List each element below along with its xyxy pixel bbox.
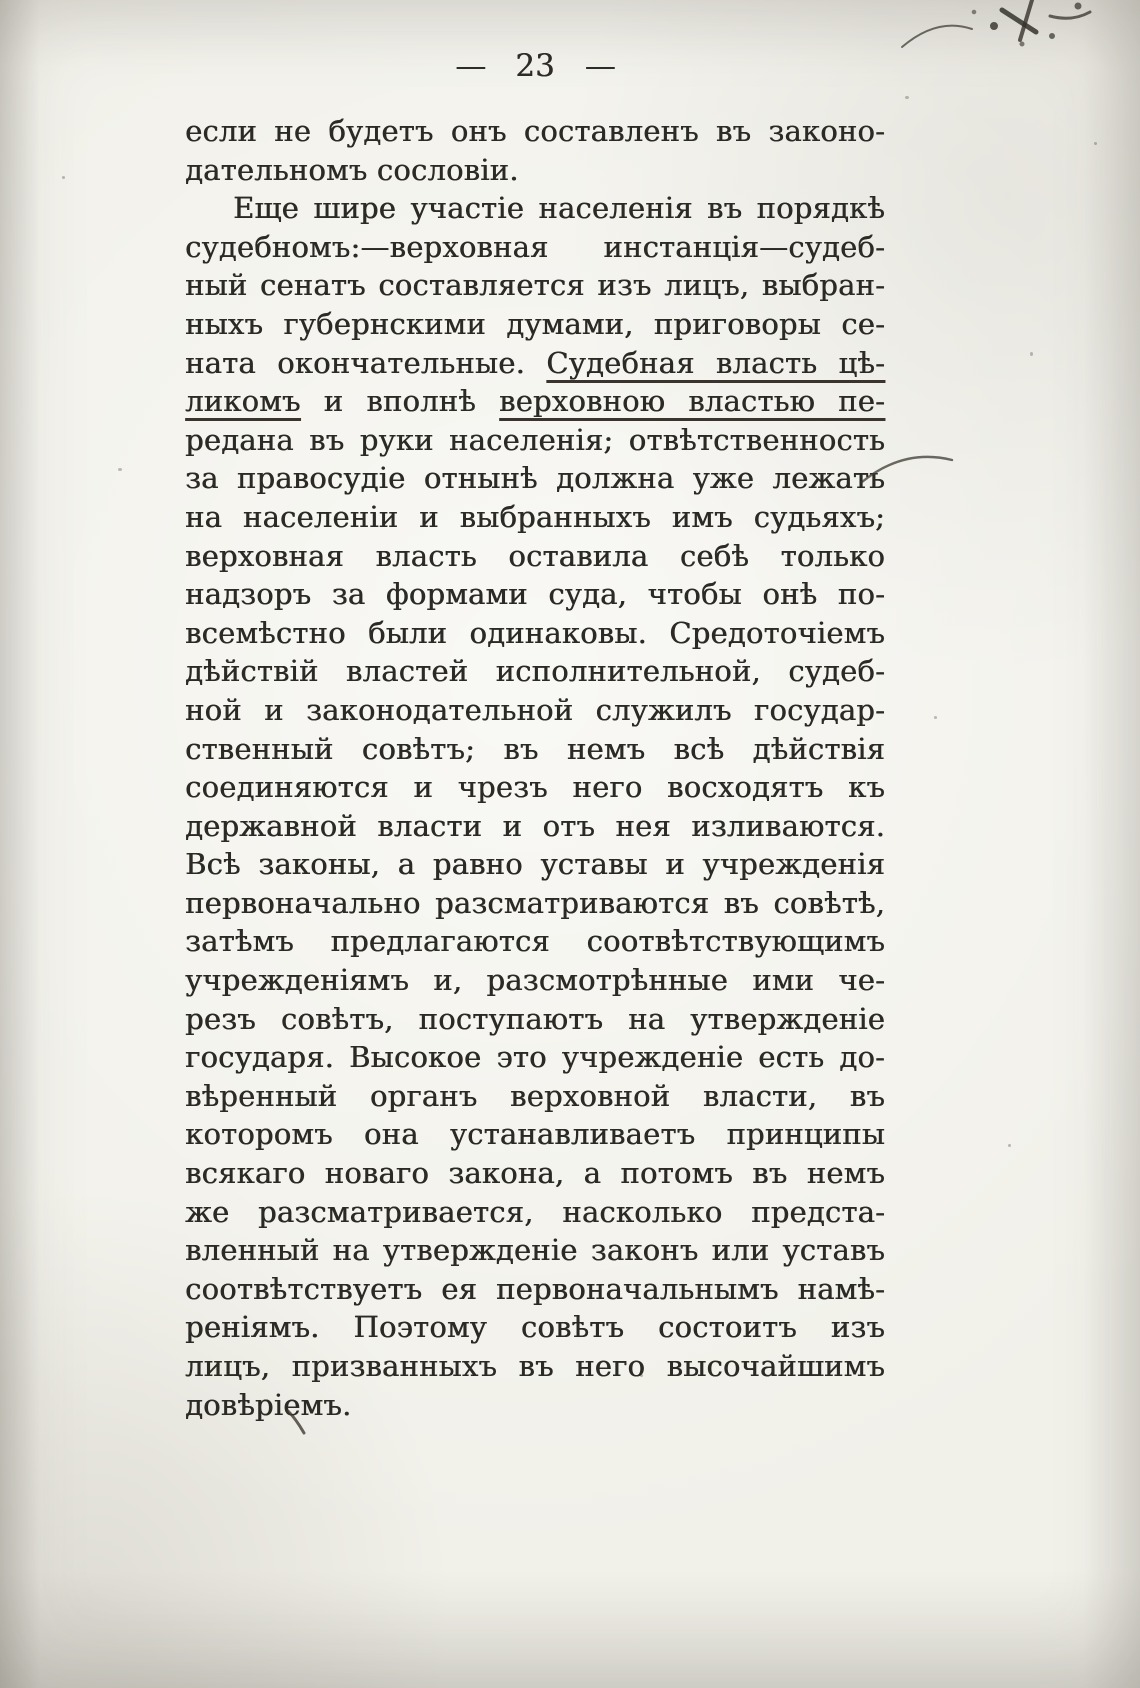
text-segment: если не будетъ онъ составленъ въ законо- <box>185 114 885 148</box>
text-segment: государя. Высокое это учрежденіе есть до- <box>185 1040 885 1075</box>
ink-speck <box>905 96 909 99</box>
text-line <box>185 1308 885 1347</box>
text-segment: на населеніи и выбранныхъ имъ судьяхъ; <box>185 499 885 534</box>
ink-speck <box>1030 352 1033 356</box>
text-segment: вленный на утвержденіе законъ или уставъ <box>185 1233 885 1268</box>
ink-speck <box>1008 1144 1011 1147</box>
text-line <box>185 922 885 961</box>
text-line <box>185 691 885 730</box>
text-line <box>185 845 885 884</box>
text-line <box>185 189 885 228</box>
text-segment: дѣйствій властей исполнительной, судеб- <box>185 654 885 689</box>
text-line <box>185 382 885 421</box>
text-line <box>185 961 885 1000</box>
text-line <box>185 112 885 151</box>
page-header <box>185 48 885 84</box>
text-line <box>185 1231 885 1270</box>
text-segment: соединяются и чрезъ него восходятъ къ <box>185 770 885 805</box>
text-line <box>185 1193 885 1232</box>
header-dash-left: — <box>455 48 486 84</box>
text-line <box>185 151 885 190</box>
body-text <box>185 112 885 1424</box>
text-segment: всякаго новаго закона, а потомъ въ немъ <box>185 1156 885 1191</box>
text-segment: Еще шире участіе населенія въ порядкѣ <box>233 191 885 226</box>
text-line <box>185 575 885 614</box>
header-dash-right: — <box>584 48 615 84</box>
text-segment: первоначально разсматриваются въ совѣтѣ, <box>185 885 885 920</box>
reader-underlined-text: Судебная власть цѣ- <box>546 345 885 380</box>
text-segment: ныхъ губернскими думами, приговоры се- <box>185 306 885 341</box>
text-segment: за правосудіе отнынѣ должна уже лежать <box>185 461 885 496</box>
text-segment: ната окончательные. <box>185 345 547 380</box>
page-number: 23 <box>515 48 555 84</box>
reader-underlined-text: ликомъ <box>185 384 301 419</box>
text-segment: всемѣстно были одинаковы. Средоточіемъ <box>185 615 885 650</box>
text-segment: верховная власть оставила себѣ только <box>185 538 885 573</box>
text-segment: которомъ она устанавливаетъ принципы <box>185 1117 885 1152</box>
text-segment: редана въ руки населенія; отвѣтственность <box>185 422 885 457</box>
text-line <box>185 1386 885 1425</box>
text-line <box>185 807 885 846</box>
text-line <box>185 614 885 653</box>
ink-splatter-icon <box>882 0 1112 82</box>
text-segment: вѣренный органъ верховной власти, въ <box>185 1078 885 1113</box>
ink-speck <box>118 468 122 471</box>
text-segment: лицъ, призванныхъ въ него высочайшимъ <box>185 1349 885 1383</box>
text-segment: же разсматривается, насколько предста- <box>185 1194 885 1229</box>
text-segment: ственный совѣтъ; въ немъ всѣ дѣйствія <box>185 731 885 766</box>
text-segment: дательномъ сословіи. <box>185 152 519 187</box>
ink-speck <box>62 176 65 179</box>
text-line <box>185 228 885 267</box>
text-segment: реніямъ. Поэтому совѣтъ состоитъ изъ <box>185 1310 885 1345</box>
text-segment: ной и законодательной служилъ государ- <box>185 692 885 727</box>
text-line <box>185 421 885 460</box>
text-line <box>185 344 885 383</box>
text-line <box>185 652 885 691</box>
text-segment: ный сенатъ составляется изъ лицъ, выбран- <box>185 268 885 303</box>
text-line <box>185 768 885 807</box>
text-line <box>185 1270 885 1309</box>
text-line <box>185 537 885 576</box>
text-line <box>185 730 885 769</box>
text-line <box>185 1077 885 1116</box>
text-line <box>185 498 885 537</box>
text-line <box>185 1000 885 1039</box>
text-line <box>185 884 885 923</box>
text-line <box>185 266 885 305</box>
text-line <box>185 1154 885 1193</box>
text-segment: резъ совѣтъ, поступаютъ на утвержденіе <box>185 1001 885 1036</box>
text-line <box>185 1115 885 1154</box>
text-segment: соотвѣтствуетъ ея первоначальнымъ намѣ- <box>185 1271 885 1306</box>
text-segment: довѣріемъ. <box>185 1387 352 1422</box>
text-segment: и вполнѣ <box>300 384 500 419</box>
text-segment: надзоръ за формами суда, чтобы онѣ по- <box>185 577 885 612</box>
ink-speck <box>640 1374 643 1377</box>
text-segment: затѣмъ предлагаются соотвѣтствующимъ <box>185 924 885 959</box>
text-segment: Всѣ законы, а равно уставы и учрежденія <box>185 847 885 882</box>
text-segment: учрежденіямъ и, разсмотрѣнные ими че- <box>185 963 885 998</box>
ink-speck <box>1094 142 1097 145</box>
text-line <box>185 1347 885 1386</box>
text-line <box>185 1038 885 1077</box>
reader-underlined-text: верховною властью пе- <box>499 384 885 419</box>
ink-speck <box>934 716 937 719</box>
text-segment: судебномъ:—верховная инстанція—судеб- <box>185 229 885 264</box>
text-segment: державной власти и отъ нея изливаются. <box>185 808 885 843</box>
text-line <box>185 305 885 344</box>
text-line <box>185 459 885 498</box>
